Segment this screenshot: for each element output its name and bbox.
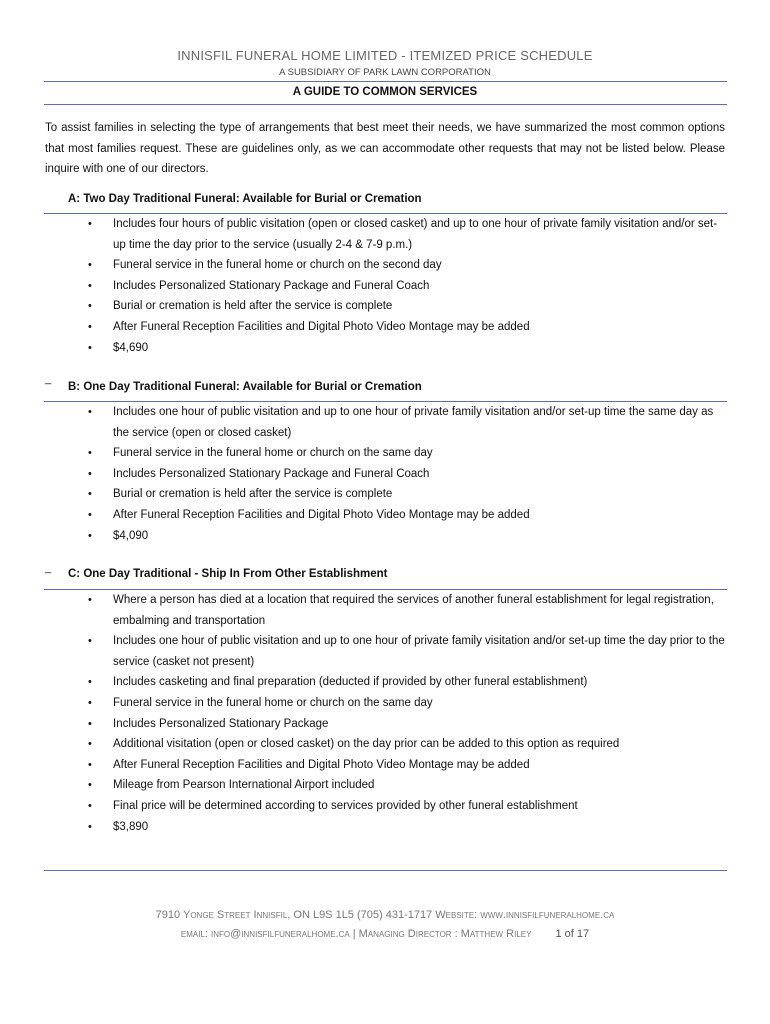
bullet-icon: • <box>88 467 92 480</box>
list-item: • Includes four hours of public visitation (open or closed casket) and up to one hour of private family visitation and/or set-up time the day prior to the service (usually 2-4 & 7-9 p.m.) <box>88 214 728 255</box>
document-subtitle: A SUBSIDIARY OF PARK LAWN CORPORATION <box>279 67 491 78</box>
list-item: • Includes Personalized Stationary Package <box>88 714 728 735</box>
section-b-list <box>88 402 728 546</box>
footer-rule <box>44 870 727 871</box>
bullet-icon: • <box>88 508 92 521</box>
bullet-icon: • <box>88 594 92 606</box>
list-item: • After Funeral Reception Facilities and Digital Photo Video Montage may be added <box>88 505 728 526</box>
list-item: • Includes Personalized Stationary Package and Funeral Coach <box>88 464 728 485</box>
list-item: • Burial or cremation is held after the service is complete <box>88 484 728 505</box>
list-item: • Funeral service in the funeral home or church on the second day <box>88 255 728 276</box>
page-number: 1 of 17 <box>555 928 590 940</box>
section-c-marker: _ <box>45 562 52 574</box>
section-a-title: A: Two Day Traditional Funeral: Available for Burial or Cremation <box>68 193 422 205</box>
intro-paragraph: To assist families in selecting the type of arrangements that best meet their needs, we have summarized the most common options that most families request. These are guidelines only, as we can accommodate other requests that may not be listed below. Please inquire with one of our directors. <box>45 122 725 175</box>
bullet-icon: • <box>88 406 92 418</box>
bullet-icon: • <box>88 717 92 730</box>
bullet-icon: • <box>88 820 92 833</box>
footer-contact <box>0 928 770 940</box>
document-title: INNISFIL FUNERAL HOME LIMITED - ITEMIZED PRICE SCHEDULE <box>177 48 593 63</box>
footer-email-director: email: info@innisfilfuneralhome.ca | Managing Director : Matthew Riley <box>180 928 532 940</box>
list-item: • Additional visitation (open or closed casket) on the day prior can be added to this option as required <box>88 734 728 755</box>
bullet-icon: • <box>88 758 92 771</box>
section-b-marker: _ <box>45 373 52 385</box>
price-item: • $4,090 <box>88 526 728 547</box>
section-c-list <box>88 590 728 837</box>
bullet-icon: • <box>88 779 92 792</box>
price-item: • $3,890 <box>88 817 728 838</box>
bullet-icon: • <box>88 696 92 709</box>
bullet-icon: • <box>88 738 92 751</box>
list-item: • Funeral service in the funeral home or church on the same day <box>88 693 728 714</box>
footer-address: 7910 Yonge Street Innisfil, ON L9S 1L5 (705) 431-1717 Website: www.innisfilfuneralhome.ca <box>155 909 615 921</box>
list-item: • Funeral service in the funeral home or church on the same day <box>88 443 728 464</box>
list-item: • Where a person has died at a location that required the services of another funeral establishment for legal registration, embalming and transportation <box>88 590 728 631</box>
list-item: • Includes Personalized Stationary Package and Funeral Coach <box>88 276 728 297</box>
bullet-icon: • <box>88 488 92 501</box>
price-item: • $4,690 <box>88 338 728 359</box>
bullet-icon: • <box>88 300 92 313</box>
list-item: • Final price will be determined according to services provided by other funeral establishment <box>88 796 728 817</box>
section-a-list <box>88 214 728 358</box>
bullet-icon: • <box>88 259 92 272</box>
bullet-icon: • <box>88 341 92 354</box>
bullet-icon: • <box>88 529 92 542</box>
header-rule-top <box>44 81 727 82</box>
list-item: • After Funeral Reception Facilities and Digital Photo Video Montage may be added <box>88 317 728 338</box>
bullet-icon: • <box>88 447 92 460</box>
bullet-icon: • <box>88 320 92 333</box>
list-item: • Mileage from Pearson International Airport included <box>88 775 728 796</box>
list-item: • Includes one hour of public visitation and up to one hour of private family visitation and/or set-up time the same day as the service (open or closed casket) <box>88 402 728 443</box>
list-item: • Burial or cremation is held after the service is complete <box>88 296 728 317</box>
list-item: • After Funeral Reception Facilities and Digital Photo Video Montage may be added <box>88 755 728 776</box>
bullet-icon: • <box>88 799 92 812</box>
header-rule-bottom <box>44 104 727 105</box>
bullet-icon: • <box>88 279 92 292</box>
bullet-icon: • <box>88 676 92 689</box>
bullet-icon: • <box>88 218 92 230</box>
section-b-title: B: One Day Traditional Funeral: Available for Burial or Cremation <box>68 381 422 393</box>
section-c-title: C: One Day Traditional - Ship In From Other Establishment <box>68 568 388 580</box>
list-item: • Includes one hour of public visitation and up to one hour of private family visitation and/or set-up time the day prior to the service (casket not present) <box>88 631 728 672</box>
list-item: • Includes casketing and final preparation (deducted if provided by other funeral establishment) <box>88 672 728 693</box>
bullet-icon: • <box>88 635 92 648</box>
guide-title: A GUIDE TO COMMON SERVICES <box>292 86 478 98</box>
